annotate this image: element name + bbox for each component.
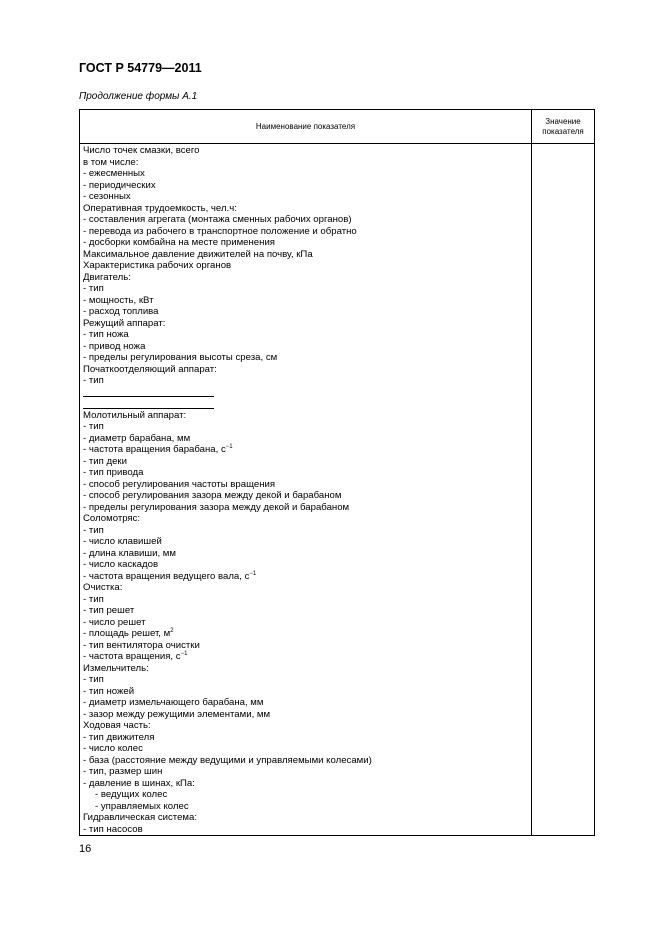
- table-row: - зазор между режущими элементами, мм: [83, 708, 271, 720]
- header-divider: [80, 143, 594, 144]
- table-row: - тип: [83, 524, 104, 536]
- table-row: Измельчитель:: [83, 662, 149, 674]
- table-row: Характеристика рабочих органов: [83, 260, 232, 271]
- table-row: - расход топлива: [83, 306, 159, 317]
- table-row: - тип, размер шин: [83, 766, 163, 777]
- blank-line: [83, 387, 528, 399]
- table-row: - число клавишей: [83, 536, 162, 547]
- table-row: - тип насосов: [83, 823, 143, 835]
- table-row: - тип ножей: [83, 685, 135, 697]
- column-header-value: [532, 110, 594, 143]
- table-row: Гидравлическая система:: [83, 812, 198, 823]
- table-row: - ведущих колес: [95, 789, 168, 800]
- table-row: - диаметр измельчающего барабана, мм: [83, 697, 264, 708]
- table-row: Максимальное давление движителей на почву, кПа: [83, 248, 313, 260]
- table-row: - тип: [83, 593, 104, 605]
- table-row: [83, 628, 528, 640]
- table-row: [83, 444, 528, 456]
- superscript: 2: [170, 628, 174, 634]
- page-number: 16: [79, 843, 92, 855]
- table-row: [83, 651, 528, 663]
- table-row: - периодических: [83, 179, 156, 191]
- table-row: - мощность, кВт: [83, 294, 154, 306]
- table-row: [83, 571, 528, 583]
- table-row: Початкоотделяющий аппарат:: [83, 363, 217, 375]
- table-row: - тип деки: [83, 455, 127, 467]
- blank-line: [83, 398, 528, 410]
- table-row: - тип вентилятора очистки: [83, 639, 200, 651]
- row-text: - частота вращения, с: [83, 651, 181, 662]
- table-row: Молотильный аппарат:: [83, 409, 187, 421]
- table-row: - тип: [83, 375, 104, 386]
- superscript: −1: [180, 651, 188, 657]
- row-text: - частота вращения ведущего вала, с: [83, 570, 250, 582]
- table-row: - способ регулирования зазора между декой и барабаном: [83, 490, 342, 501]
- superscript: −1: [225, 444, 233, 450]
- form-table: [79, 109, 595, 836]
- row-text: - площадь решет, м: [83, 628, 171, 639]
- table-row: Соломотряс:: [83, 513, 141, 524]
- table-row: - управляемых колес: [95, 800, 189, 812]
- table-row: - число решет: [83, 616, 146, 628]
- table-row: - ежесменных: [83, 168, 145, 179]
- table-row: - привод ножа: [83, 340, 146, 352]
- table-row: - сезонных: [83, 191, 131, 202]
- standard-number: ГОСТ Р 54779—2011: [79, 61, 202, 75]
- table-row: - пределы регулирования высоты среза, см: [83, 352, 278, 363]
- table-row: - досборки комбайна на месте применения: [83, 237, 275, 248]
- table-row: - тип: [83, 421, 104, 432]
- table-row: - диаметр барабана, мм: [83, 432, 191, 444]
- table-row: - тип: [83, 283, 104, 294]
- table-row: - давление в шинах, кПа:: [83, 777, 195, 789]
- form-continuation-label: Продолжение формы А.1: [79, 91, 198, 102]
- table-row: - число каскадов: [83, 559, 159, 570]
- table-row: - база (расстояние между ведущими и управляемыми колесами): [83, 754, 372, 766]
- superscript: −1: [249, 570, 257, 577]
- column-header-value-line2: показателя: [542, 126, 584, 136]
- column-header-name: Наименование показателя: [255, 122, 356, 131]
- column-header-value-line1: Значение: [545, 116, 581, 126]
- table-row: - тип решет: [83, 605, 135, 616]
- table-row: Оперативная трудоемкость, чел.ч:: [83, 202, 237, 214]
- table-row: - тип: [83, 674, 104, 685]
- table-row: Ходовая часть:: [83, 720, 151, 731]
- table-row: - длина клавиши, мм: [83, 547, 176, 559]
- table-row: Очистка:: [83, 582, 123, 593]
- table-row: - способ регулирования частоты вращения: [83, 478, 276, 490]
- table-row: - пределы регулирования зазора между декой и барабаном: [83, 501, 350, 513]
- indicator-list: [83, 145, 528, 835]
- table-row: - составления агрегата (монтажа сменных рабочих органов): [83, 214, 352, 225]
- table-row: в том числе:: [83, 156, 139, 168]
- table-row: Двигатель:: [83, 271, 131, 283]
- table-row: - тип движителя: [83, 731, 155, 743]
- table-row: - число колес: [83, 743, 143, 754]
- table-row: - тип ножа: [83, 329, 129, 340]
- table-row: - тип привода: [83, 467, 144, 478]
- table-row: Режущий аппарат:: [83, 317, 166, 329]
- column-divider: [531, 110, 532, 835]
- table-row: Число точек смазки, всего: [83, 145, 200, 156]
- table-row: - перевода из рабочего в транспортное положение и обратно: [83, 225, 357, 237]
- row-text: - частота вращения барабана, с: [83, 444, 226, 455]
